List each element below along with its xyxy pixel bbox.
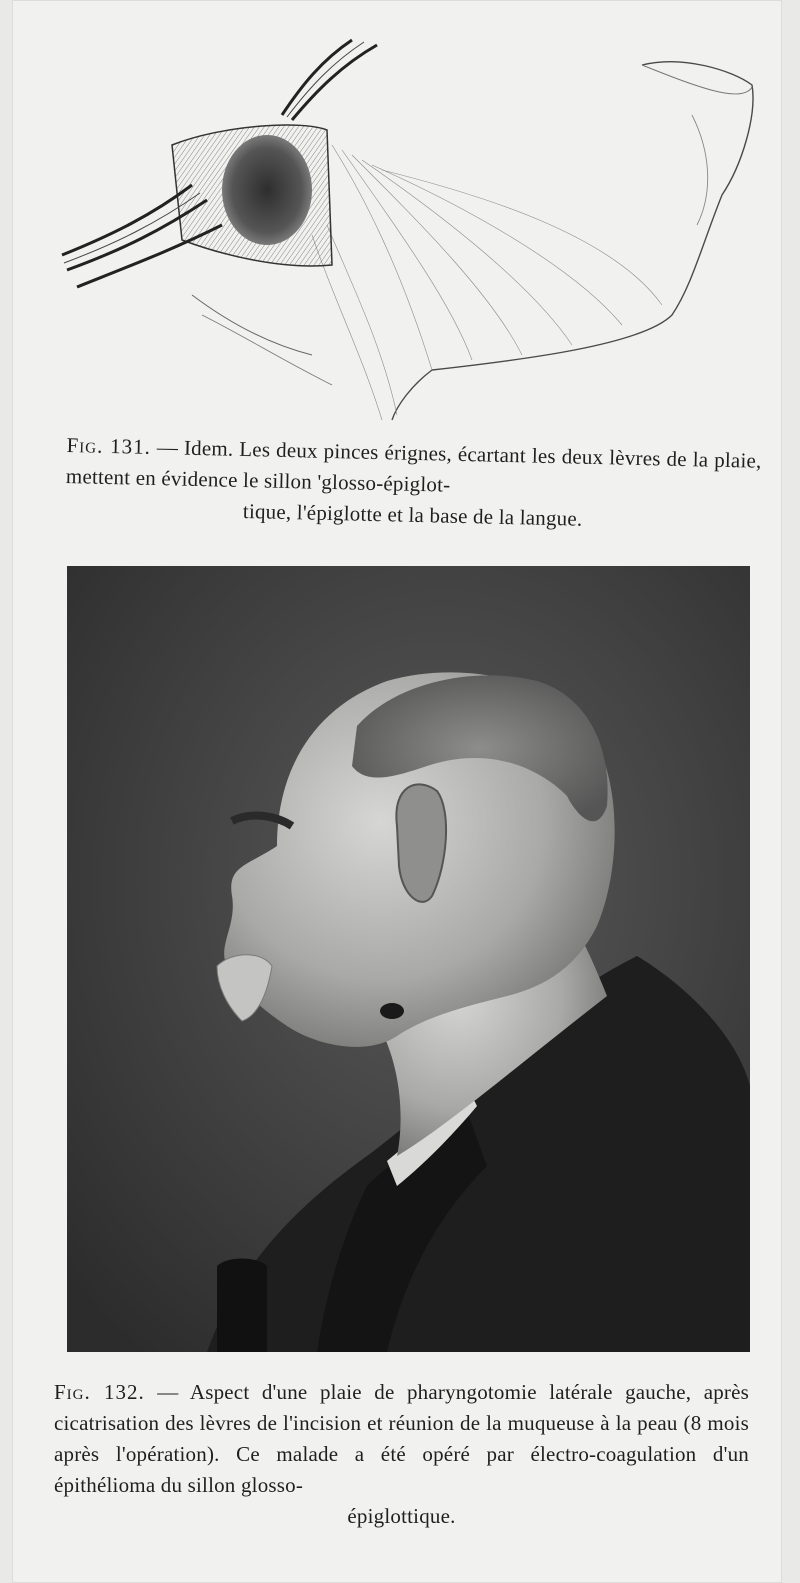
figure-131-caption [65, 430, 762, 539]
caption-text: — Aspect d'une plaie de pharyngotomie latérale gauche, après cicatrisation des lèvres de l'incision et réunion de la muqueuse à la peau (8 mois après l'opération). Ce malade a été opéré par électro-coagulation d'un épithélioma du sillon glosso- [54, 1380, 749, 1497]
caption-text: — Idem. Les deux pinces érignes, écartant les deux lèvres de la plaie, mettent en évidence le sillon 'glosso-épiglot- [65, 434, 762, 497]
caption-last-line: tique, l'épiglotte et la base de la langue. [242, 499, 583, 531]
figure-132-caption [54, 1377, 749, 1532]
page [12, 0, 782, 1583]
figure-132-photograph [67, 566, 750, 1352]
figure-131-illustration [52, 25, 772, 425]
caption-last-line: épiglottique. [347, 1504, 456, 1528]
figure-label: Fig. 132. [54, 1380, 145, 1404]
figure-label: Fig. 131. [66, 432, 152, 459]
